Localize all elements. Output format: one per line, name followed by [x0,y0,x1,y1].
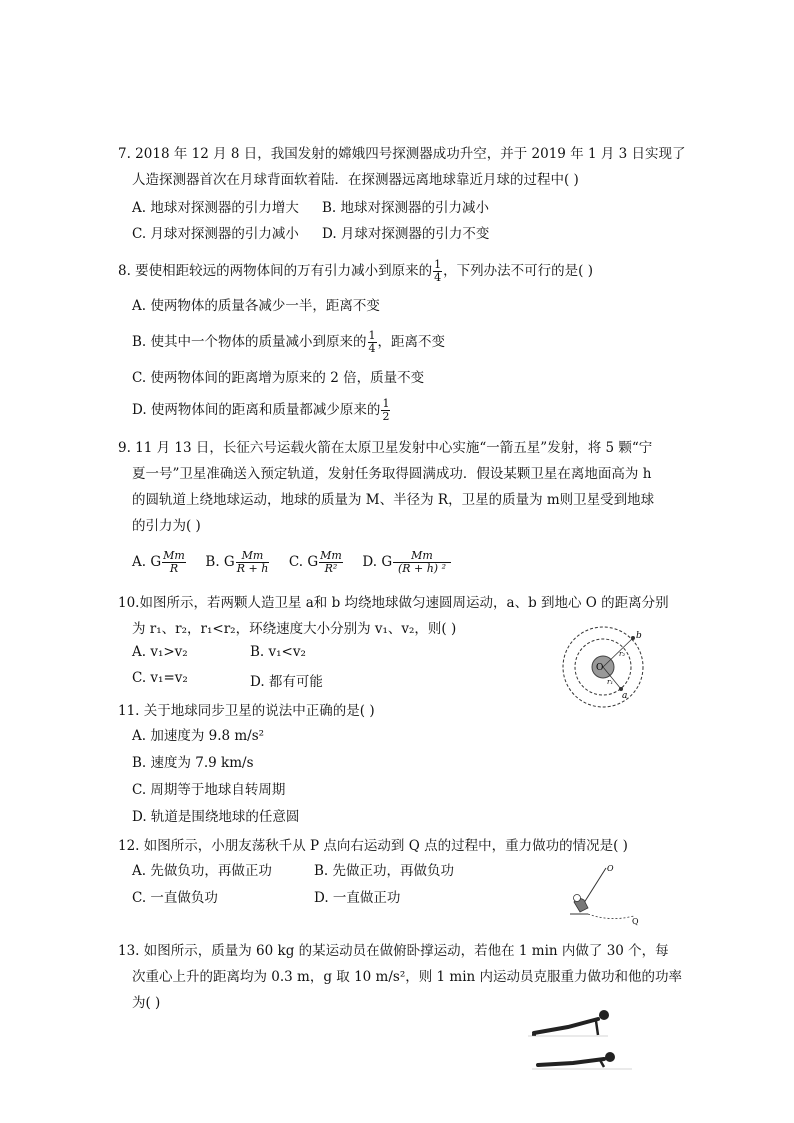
option-label: D. G [362,554,393,570]
q8-option-b-fraction [368,330,377,355]
q8-option-d [132,398,391,423]
q12-option-a: A. 先做负功，再做正功 [132,863,272,879]
fraction-numerator: Mm [163,549,185,562]
q13-stem-line1: 13. 如图所示，质量为 60 kg 的某运动员在做俯卧撑运动，若他在 1 min 内做了 30 个，每 [118,943,669,959]
q9-stem-line1: 9. 11 月 13 日，长征六号运载火箭在太原卫星发射中心实施“一箭五星”发射，将 5 颗“宁 [118,440,653,456]
label-Q: Q [632,917,639,926]
fraction-denominator: R² [324,562,338,575]
q10-stem-line1: 10.如图所示，若两颗人造卫星 a和 b 均绕地球做匀速圆周运动，a、b 到地心 O 的距离分别 [118,595,669,611]
q10-option-c: C. v₁=v₂ [132,670,188,686]
q11-option-d: D. 轨道是围绕地球的任意圆 [132,809,300,825]
q8-option-b [132,330,445,355]
child-head [574,895,581,902]
question-11-stem: 11. 关于地球同步卫星的说法中正确的是( ) [118,703,375,719]
q11-option-a: A. 加速度为 9.8 m/s² [132,728,265,744]
option-fraction [393,550,451,575]
q9-options [132,550,452,575]
question-7 [118,141,686,193]
radius-r2 [603,638,633,667]
q10-stem-line2: 为 r₁、r₂，r₁<r₂，环绕速度大小分别为 v₁、v₂，则( ) [132,621,457,637]
q10-option-b: B. v₁<v₂ [250,644,306,660]
q9-option-a [132,549,187,575]
fraction-denominator: 2 [382,410,390,423]
fraction-denominator: 4 [434,271,442,284]
q8-option-d-fraction [381,398,390,423]
option-label: B. G [205,554,235,570]
q8-stem-fraction [433,259,442,284]
fraction-numerator: 1 [382,397,390,410]
fraction-denominator: (R + h) ² [397,562,447,575]
fraction-denominator: R [169,562,179,575]
q12-swing-figure [560,862,645,930]
q8-option-c: C. 使两物体间的距离增为原来的 2 倍，质量不变 [132,370,425,386]
fraction-numerator: Mm [236,550,270,563]
q9-option-c [288,549,344,575]
option-label: C. G [288,554,319,570]
label-r1: r₁ [607,678,614,686]
fraction-denominator: 4 [368,342,376,355]
q8-option-a: A. 使两物体的质量各减少一半，距离不变 [132,298,380,314]
q8-stem-text-end: ，下列办法不可行的是( ) [443,263,593,279]
q7-option-b: B. 地球对探测器的引力减小 [322,200,490,216]
q13-stem-line3: 为( ) [132,995,161,1011]
q7-option-c: C. 月球对探测器的引力减小 [132,226,299,242]
option-fraction [319,550,343,575]
label-O: O [596,663,604,673]
q9-option-b [205,549,270,575]
q7-stem-line1: 7. 2018 年 12 月 8 日，我国发射的嫦娥四号探测器成功升空，并于 2019 年 1 月 3 日实现了 [118,146,686,162]
q9-stem-line2: 夏一号”卫星准确送入预定轨道，发射任务取得圆满成功．假设某颗卫星在离地面高为 h [132,466,652,482]
q7-option-a: A. 地球对探测器的引力增大 [132,200,299,216]
option-fraction [236,550,270,575]
label-O: O [607,864,614,873]
q9-stem-line4: 的引力为( ) [132,518,201,534]
q8-option-b-text: B. 使其中一个物体的质量减小到原来的 [132,334,367,350]
q7-option-d: D. 月球对探测器的引力不变 [322,226,490,242]
question-9 [118,435,678,539]
swing-path [588,914,634,919]
fraction-numerator: 1 [434,258,442,271]
option-fraction [162,550,186,575]
pushup-up-pose [528,1010,609,1036]
question-12-stem: 12. 如图所示，小朋友荡秋千从 P 点向右运动到 Q 点的过程中，重力做功的情况是( ) [118,838,628,854]
q9-stem-line3: 的圆轨道上绕地球运动，地球的质量为 M、半径为 R，卫星的质量为 m则卫星受到地球 [132,492,655,508]
swing-rope [582,868,606,906]
fraction-numerator: 1 [368,329,376,342]
q8-option-b-text-end: ，距离不变 [377,334,446,350]
q8-option-d-text: D. 使两物体间的距离和质量都减少原来的 [132,402,381,418]
pushup-down-pose [532,1052,632,1069]
q8-stem-text: 8. 要使相距较远的两物体间的万有引力减小到原来的 [118,263,433,279]
q13-pushup-figure [528,1005,638,1075]
fraction-numerator: Mm [393,550,451,563]
q11-option-c: C. 周期等于地球自转周期 [132,782,286,798]
q13-stem-line2: 次重心上升的距离均为 0.3 m，g 取 10 m/s²，则 1 min 内运动员克服重力做功和他的功率 [132,969,683,985]
q7-stem-line2: 人造探测器首次在月球背面软着陆．在探测器远离地球靠近月球的过程中( ) [132,172,579,188]
q12-option-c: C. 一直做负功 [132,890,218,906]
satellite-b [631,636,635,640]
label-b: b [636,631,642,641]
fraction-denominator: R + h [236,562,269,575]
fraction-numerator: Mm [320,549,342,562]
q12-option-b: B. 先做正功，再做负功 [314,863,455,879]
label-a: a [622,691,628,701]
q10-option-a: A. v₁>v₂ [132,644,188,660]
option-label: A. G [132,554,162,570]
q10-option-d: D. 都有可能 [250,674,323,690]
q11-option-b: B. 速度为 7.9 km/s [132,755,254,771]
question-8-stem [118,258,678,284]
q9-option-d [362,549,451,575]
q12-option-d: D. 一直做正功 [314,890,401,906]
label-r2: r₂ [619,650,626,658]
